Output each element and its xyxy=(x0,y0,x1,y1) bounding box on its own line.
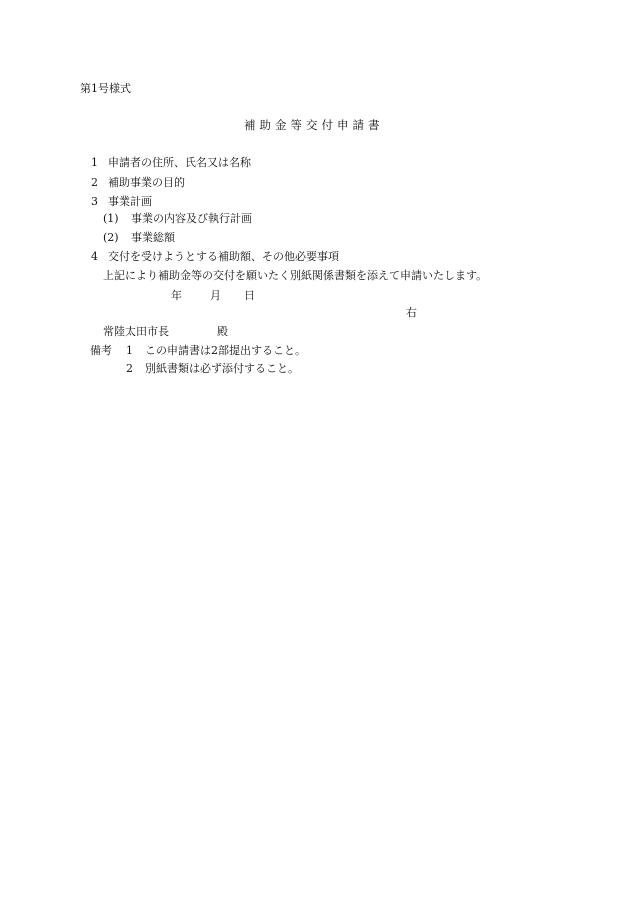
item-2-text: 補助事業の目的 xyxy=(108,176,185,189)
item-1-number: 1 xyxy=(91,156,98,169)
item-3-number: 3 xyxy=(91,195,98,208)
date-day: 日 xyxy=(244,289,255,302)
item-3-text: 事業計画 xyxy=(108,195,152,208)
item-4-text: 交付を受けようとする補助額、その他必要事項 xyxy=(108,250,339,263)
remarks-label: 備考 xyxy=(90,344,112,357)
date-year: 年 xyxy=(171,289,182,302)
remark-1-number: 1 xyxy=(126,344,133,357)
subitem-1-number: (1) xyxy=(103,212,119,225)
remark-1-text: この申請書は2部提出すること。 xyxy=(145,344,306,357)
date-month: 月 xyxy=(210,289,221,302)
item-4-number: 4 xyxy=(91,250,98,263)
item-2-number: 2 xyxy=(91,176,98,189)
application-statement: 上記により補助金等の交付を願いたく別紙関係書類を添えて申請いたします。 xyxy=(103,269,488,282)
remark-2-text: 別紙書類は必ず添付すること。 xyxy=(145,362,299,375)
addressee-honorific: 殿 xyxy=(217,325,228,338)
subitem-2-number: (2) xyxy=(103,231,119,244)
item-1-text: 申請者の住所、氏名又は名称 xyxy=(108,156,251,169)
form-number: 第1号様式 xyxy=(80,82,131,95)
addressee-name: 常陸太田市長 xyxy=(103,325,169,338)
subitem-1-text: 事業の内容及び執行計画 xyxy=(131,212,252,225)
right-mark: 右 xyxy=(406,306,417,319)
document-title: 補助金等交付申請書 xyxy=(244,118,384,132)
subitem-2-text: 事業総額 xyxy=(131,231,175,244)
remark-2-number: 2 xyxy=(126,362,133,375)
